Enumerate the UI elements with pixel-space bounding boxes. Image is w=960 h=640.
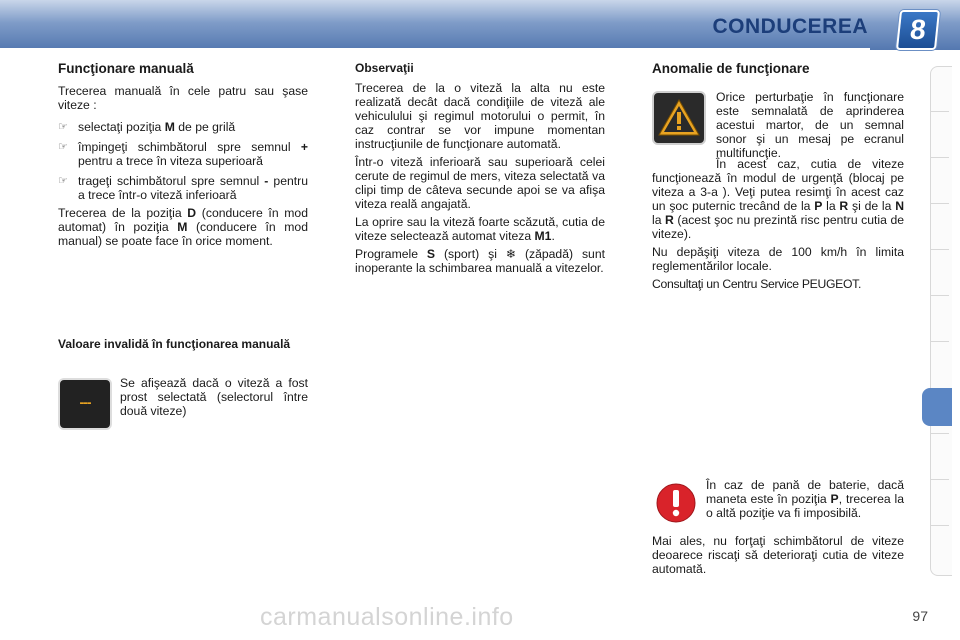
page-number: 97 <box>912 608 928 624</box>
chapter-title: CONDUCEREA <box>712 15 868 38</box>
battery-note: În caz de pană de baterie, dacă maneta este în poziţia P, trecerea la o altă poziţie va fi imposibilă. <box>706 478 904 520</box>
hand-pointer-icon: ☞ <box>58 141 68 153</box>
intro-text: Trecerea manuală în cele patru sau şase viteze : <box>58 84 308 112</box>
observations-heading: Observaţii <box>355 61 414 75</box>
warning-note: Mai ales, nu forţaţi schimbătorul de viteze deoarece riscaţi să deterioraţi cutia de viteze automată. <box>652 534 904 576</box>
anomaly-p4: Consultaţi un Centru Service PEUGEOT. <box>652 277 862 291</box>
invalid-value-section <box>58 338 308 355</box>
chapter-tabs <box>930 66 952 576</box>
observation-p1: Trecerea de la o viteză la alta nu este realizată decât dacă condiţiile de viteză ale vehiculului şi regimul motorului o permit, în caz contrar se vor impune momentan instrucţiunile de funcţionare automată. <box>355 81 605 151</box>
exclamation-stop-icon <box>652 480 700 526</box>
left-column <box>58 62 308 252</box>
header-divider <box>0 48 870 51</box>
anomaly-heading: Anomalie de funcţionare <box>652 61 810 76</box>
anomaly-p1: Orice perturbaţie în funcţionare este semnalată de aprinderea acestui martor, de un semnal sonor şi un mesaj pe ecranul multifuncţie. <box>716 90 904 160</box>
observation-p4: Programele S (sport) şi ❄ (zăpadă) sunt inoperante la schimbarea manuală a vitezelor. <box>355 247 605 275</box>
bullet-pull-minus: ☞ trageţi schimbătorul spre semnul - pentru a trece într-o viteză inferioară <box>58 174 308 202</box>
hand-pointer-icon: ☞ <box>58 175 68 187</box>
invalid-value-heading: Valoare invalidă în funcţionarea manuală <box>58 337 291 351</box>
invalid-value-text-block <box>120 376 308 422</box>
observation-p3: La oprire sau la viteză foarte scăzută, cutia de viteze selectează automat viteza M1. <box>355 215 605 243</box>
observation-p2: Într-o viteză inferioară sau superioară celei cerute de regimul de mers, viteza selectată va clipi timp de câteva secunde apoi se va afişa viteza reală angajată. <box>355 155 605 211</box>
invalid-gear-display-icon: --- <box>58 378 112 430</box>
warning-triangle-icon <box>652 91 706 145</box>
anomaly-p3: Nu depăşiţi viteza de 100 km/h în limita reglementărilor locale. <box>652 245 904 273</box>
chapter-number-badge: 8 <box>896 10 940 50</box>
watermark: carmanualsonline.info <box>260 603 514 631</box>
snowflake-icon: ❄ <box>505 247 517 261</box>
invalid-value-text: Se afişează dacă o viteză a fost prost selectată (selectorul între două viteze) <box>120 376 308 418</box>
anomaly-details <box>652 157 904 295</box>
battery-note-block <box>706 478 904 524</box>
warning-note-block <box>652 534 904 580</box>
mode-switch-text: Trecerea de la poziţia D (conducere în mod automat) în poziţia M (conducere în mod manual) se poate face în orice moment. <box>58 206 308 248</box>
chapter-tab-active[interactable] <box>922 388 952 426</box>
section-heading-manual: Funcţionare manuală <box>58 61 194 76</box>
bullet-push-plus: ☞ împingeţi schimbătorul spre semnul + pentru a trece în viteza superioară <box>58 140 308 168</box>
anomaly-p2: În acest caz, cutia de viteze funcţionează în modul de urgenţă (blocaj pe viteza a 3-a ). Veţi putea resimţi în acest caz un şoc puternic trecând de la P la R şi de la N la R (acest şoc nu prezintă risc pentru cutia de viteze). <box>652 157 905 241</box>
hand-pointer-icon: ☞ <box>58 121 68 133</box>
bullet-select-m: ☞ selectaţi poziţia M de pe grilă <box>58 120 236 134</box>
right-column <box>652 62 904 80</box>
anomaly-p1-block <box>716 90 904 164</box>
middle-column <box>355 62 605 279</box>
